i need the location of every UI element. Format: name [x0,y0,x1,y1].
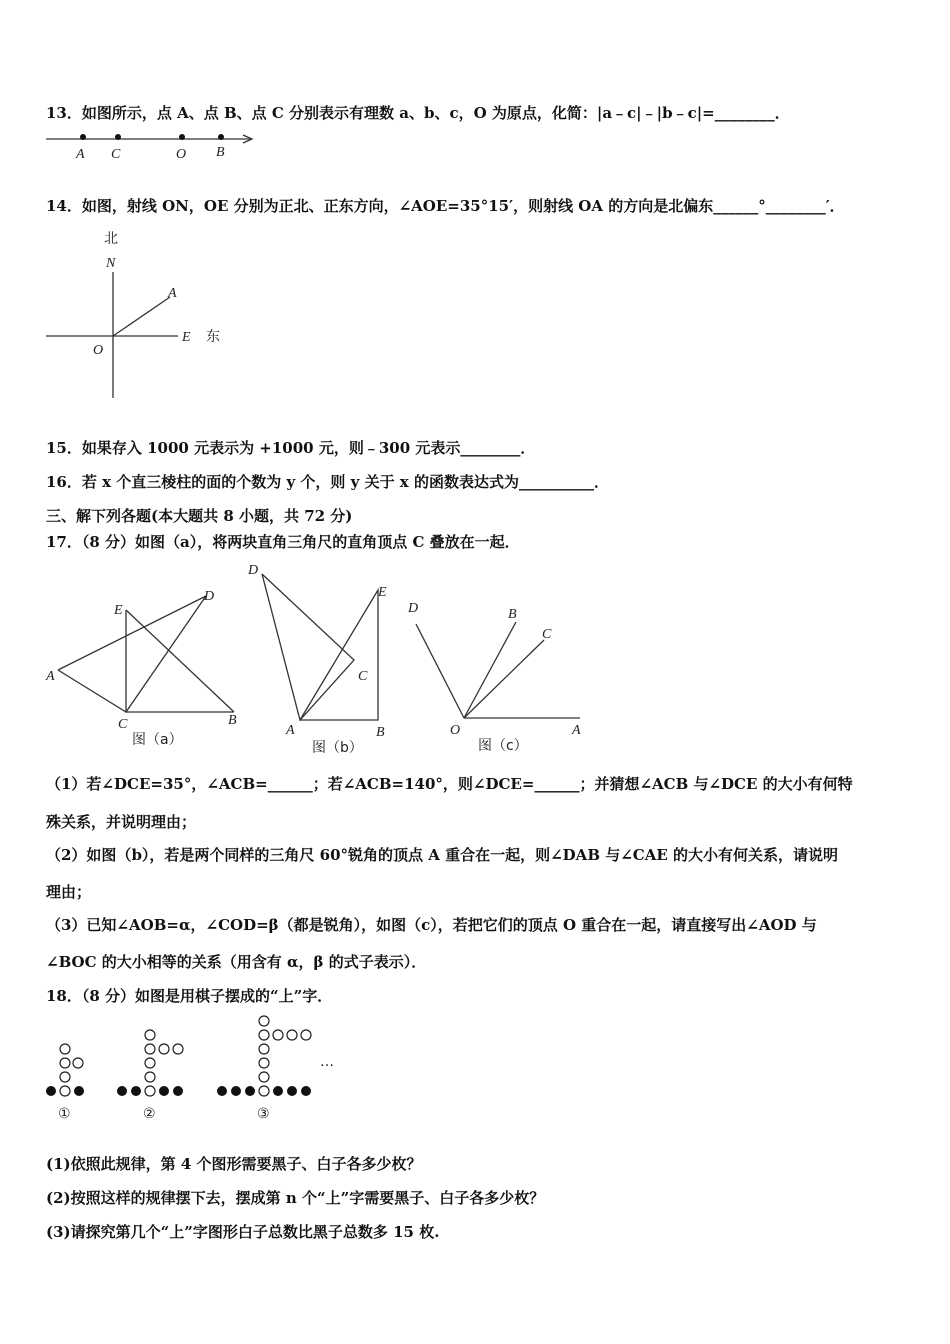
label-c: C [118,717,128,732]
q17-part1-line1: （1）若∠DCE=35°，∠ACB=______；若∠ACB=140°，则∠DCE=______；并猜想∠ACB 与∠DCE 的大小有何特 [46,775,853,793]
label-b: B [508,607,517,622]
q17-part1-line2: 殊关系，并说明理由； [46,813,197,831]
label-b: B [228,713,237,728]
compass-figure [44,224,244,400]
label-c: C [542,627,552,642]
q18-part1: (1)依照此规律，第 4 个图形需要黑子、白子各多少枚？ [46,1155,422,1173]
label-d: D [408,601,419,616]
q14-text: 14．如图，射线 ON，OE 分别为正北、正东方向，∠AOE=35°15′，则射线 OA 的方向是北偏东______°________′． [46,197,845,215]
q18-chess-figure [40,1010,340,1122]
label-a: A [572,723,581,738]
label-a: A [286,723,295,738]
caption-c: 图（c） [478,738,528,754]
q18-intro: 18．（8 分）如图是用棋子摆成的“上”字． [46,987,333,1005]
section3-title: 三、解下列各题(本大题共 8 小题，共 72 分) [46,507,353,525]
q17-part2-line2: 理由； [46,883,92,901]
label-o: O [176,147,187,162]
label-b: B [216,145,225,160]
figure-label-2: ② [143,1106,156,1122]
label-north: 北 [104,231,118,247]
label-n: N [106,256,116,271]
label-c: C [111,147,121,162]
q17-part2-line1: （2）如图（b），若是两个同样的三角尺 60°锐角的顶点 A 重合在一起，则∠DAB 与∠CAE 的大小有何关系，请说明 [46,846,839,864]
label-d: D [248,563,259,578]
q16-text: 16．若 x 个直三棱柱的面的个数为 y 个，则 y 关于 x 的函数表达式为__________． [46,473,609,491]
label-e: E [114,603,123,618]
caption-b: 图（b） [312,740,363,756]
label-b: B [376,725,385,740]
label-d: D [204,589,215,604]
q18-part3: (3)请探究第几个“上”字图形白子总数比黑子总数多 15 枚. [46,1223,440,1241]
label-o: O [93,343,104,358]
q17-intro: 17．（8 分）如图（a），将两块直角三角尺的直角顶点 C 叠放在一起． [46,533,520,551]
number-line-figure [44,128,264,164]
label-east: 东 [206,329,220,345]
q17-figure-a [44,582,254,752]
ellipsis: … [320,1054,334,1070]
figure-label-1: ① [58,1106,71,1122]
q17-figure-b [244,560,404,760]
label-a: A [168,286,177,301]
q17-figure-c [404,596,594,760]
figure-label-3: ③ [257,1106,270,1122]
label-o: O [450,723,461,738]
q13-text: 13．如图所示，点 A、点 B、点 C 分别表示有理数 a、b、c，O 为原点，化简：|a﹣c|﹣|b﹣c|=________． [46,104,790,122]
q17-part3-line1: （3）已知∠AOB=α，∠COD=β（都是锐角），如图（c），若把它们的顶点 O 重合在一起，请直接写出∠AOD 与 [46,916,817,934]
q17-part3-line2: ∠BOC 的大小相等的关系（用含有 α，β 的式子表示）． [46,953,427,971]
label-c: C [358,669,368,684]
q15-text: 15．如果存入 1000 元表示为 +1000 元，则﹣300 元表示________． [46,439,536,457]
caption-a: 图（a） [132,732,183,748]
label-a: A [46,669,55,684]
label-e: E [182,330,191,345]
q18-part2: (2)按照这样的规律摆下去，摆成第 n 个“上”字需要黑子、白子各多少枚？ [46,1189,545,1207]
label-a: A [76,147,85,162]
label-e: E [378,585,387,600]
